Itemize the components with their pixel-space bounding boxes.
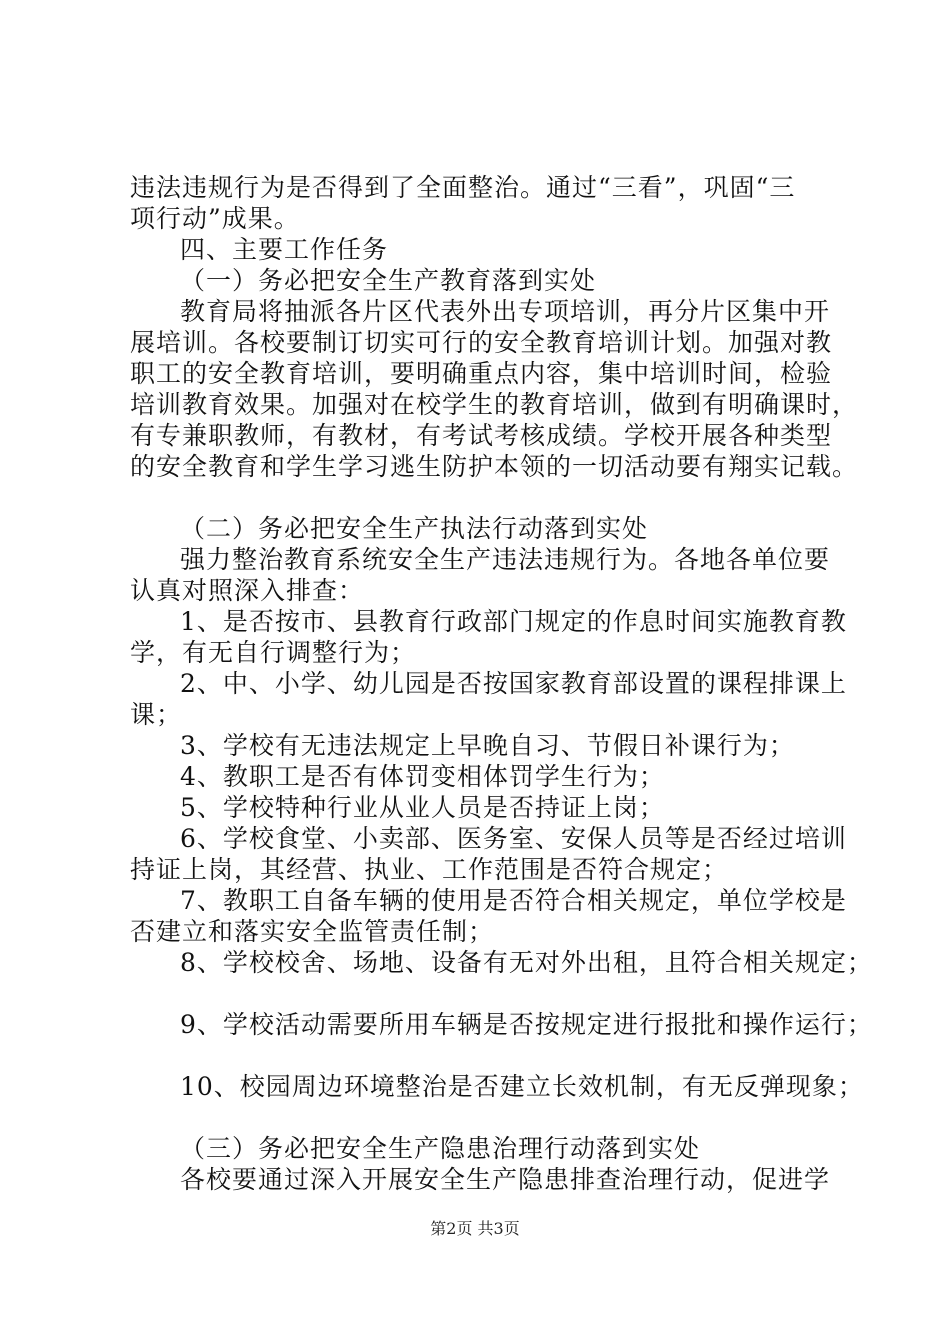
list-item: 9、学校活动需要所用车辆是否按规定进行报批和操作运行；	[180, 1010, 873, 1039]
page-number-footer: 第2页 共3页	[430, 1219, 520, 1238]
subsection-heading: （三）务必把安全生产隐患治理行动落到实处	[180, 1134, 701, 1163]
list-item: 2、中、小学、幼儿园是否按国家教育部设置的课程排课上	[180, 669, 847, 698]
text-line: 强力整治教育系统安全生产违法违规行为。各地各单位要	[180, 545, 831, 574]
list-item: 10、校园周边环境整治是否建立长效机制，有无反弹现象；	[180, 1072, 864, 1101]
list-item: 4、教职工是否有体罚变相体罚学生行为；	[180, 762, 665, 791]
list-item: 3、学校有无违法规定上早晚自习、节假日补课行为；	[180, 731, 795, 760]
blank-line	[130, 1102, 850, 1133]
list-item: 5、学校特种行业从业人员是否持证上岗；	[180, 793, 665, 822]
text-line: 各校要通过深入开展安全生产隐患排查治理行动，促进学	[180, 1165, 831, 1194]
subsection-heading: （二）务必把安全生产执法行动落到实处	[180, 514, 649, 543]
text-line: 学，有无自行调整行为；	[130, 638, 417, 667]
text-line: 项行动”成果。	[130, 204, 300, 233]
text-line: 课；	[130, 700, 183, 729]
text-line: 有专兼职教师，有教材，有考试考核成绩。学校开展各种类型	[130, 421, 833, 450]
text-line: 职工的安全教育培训，要明确重点内容，集中培训时间，检验	[130, 359, 833, 388]
list-item: 7、教职工自备车辆的使用是否符合相关规定，单位学校是	[180, 886, 847, 915]
text-line: 违法违规行为是否得到了全面整治。通过“三看”，巩固“三	[130, 173, 796, 202]
text-line: 否建立和落实安全监管责任制；	[130, 917, 495, 946]
text-line: 展培训。各校要制订切实可行的安全教育培训计划。加强对教	[130, 328, 833, 357]
list-item: 6、学校食堂、小卖部、医务室、安保人员等是否经过培训	[180, 824, 847, 853]
list-item: 8、学校校舍、场地、设备有无对外出租，且符合相关规定；	[180, 948, 873, 977]
blank-line	[130, 482, 850, 513]
blank-line	[130, 978, 850, 1009]
list-item: 1、是否按市、县教育行政部门规定的作息时间实施教育教	[180, 607, 847, 636]
text-line: 认真对照深入排查：	[130, 576, 365, 605]
text-line: 教育局将抽派各片区代表外出专项培训，再分片区集中开	[180, 297, 831, 326]
blank-line	[130, 1040, 850, 1071]
text-line: 的安全教育和学生学习逃生防护本领的一切活动要有翔实记载。	[130, 452, 859, 481]
subsection-heading: （一）务必把安全生产教育落到实处	[180, 266, 597, 295]
text-line: 培训教育效果。加强对在校学生的教育培训，做到有明确课时，	[130, 390, 859, 419]
document-body	[130, 172, 873, 1195]
text-line: 持证上岗，其经营、执业、工作范围是否符合规定；	[130, 855, 729, 884]
section-heading: 四、主要工作任务	[180, 235, 389, 264]
